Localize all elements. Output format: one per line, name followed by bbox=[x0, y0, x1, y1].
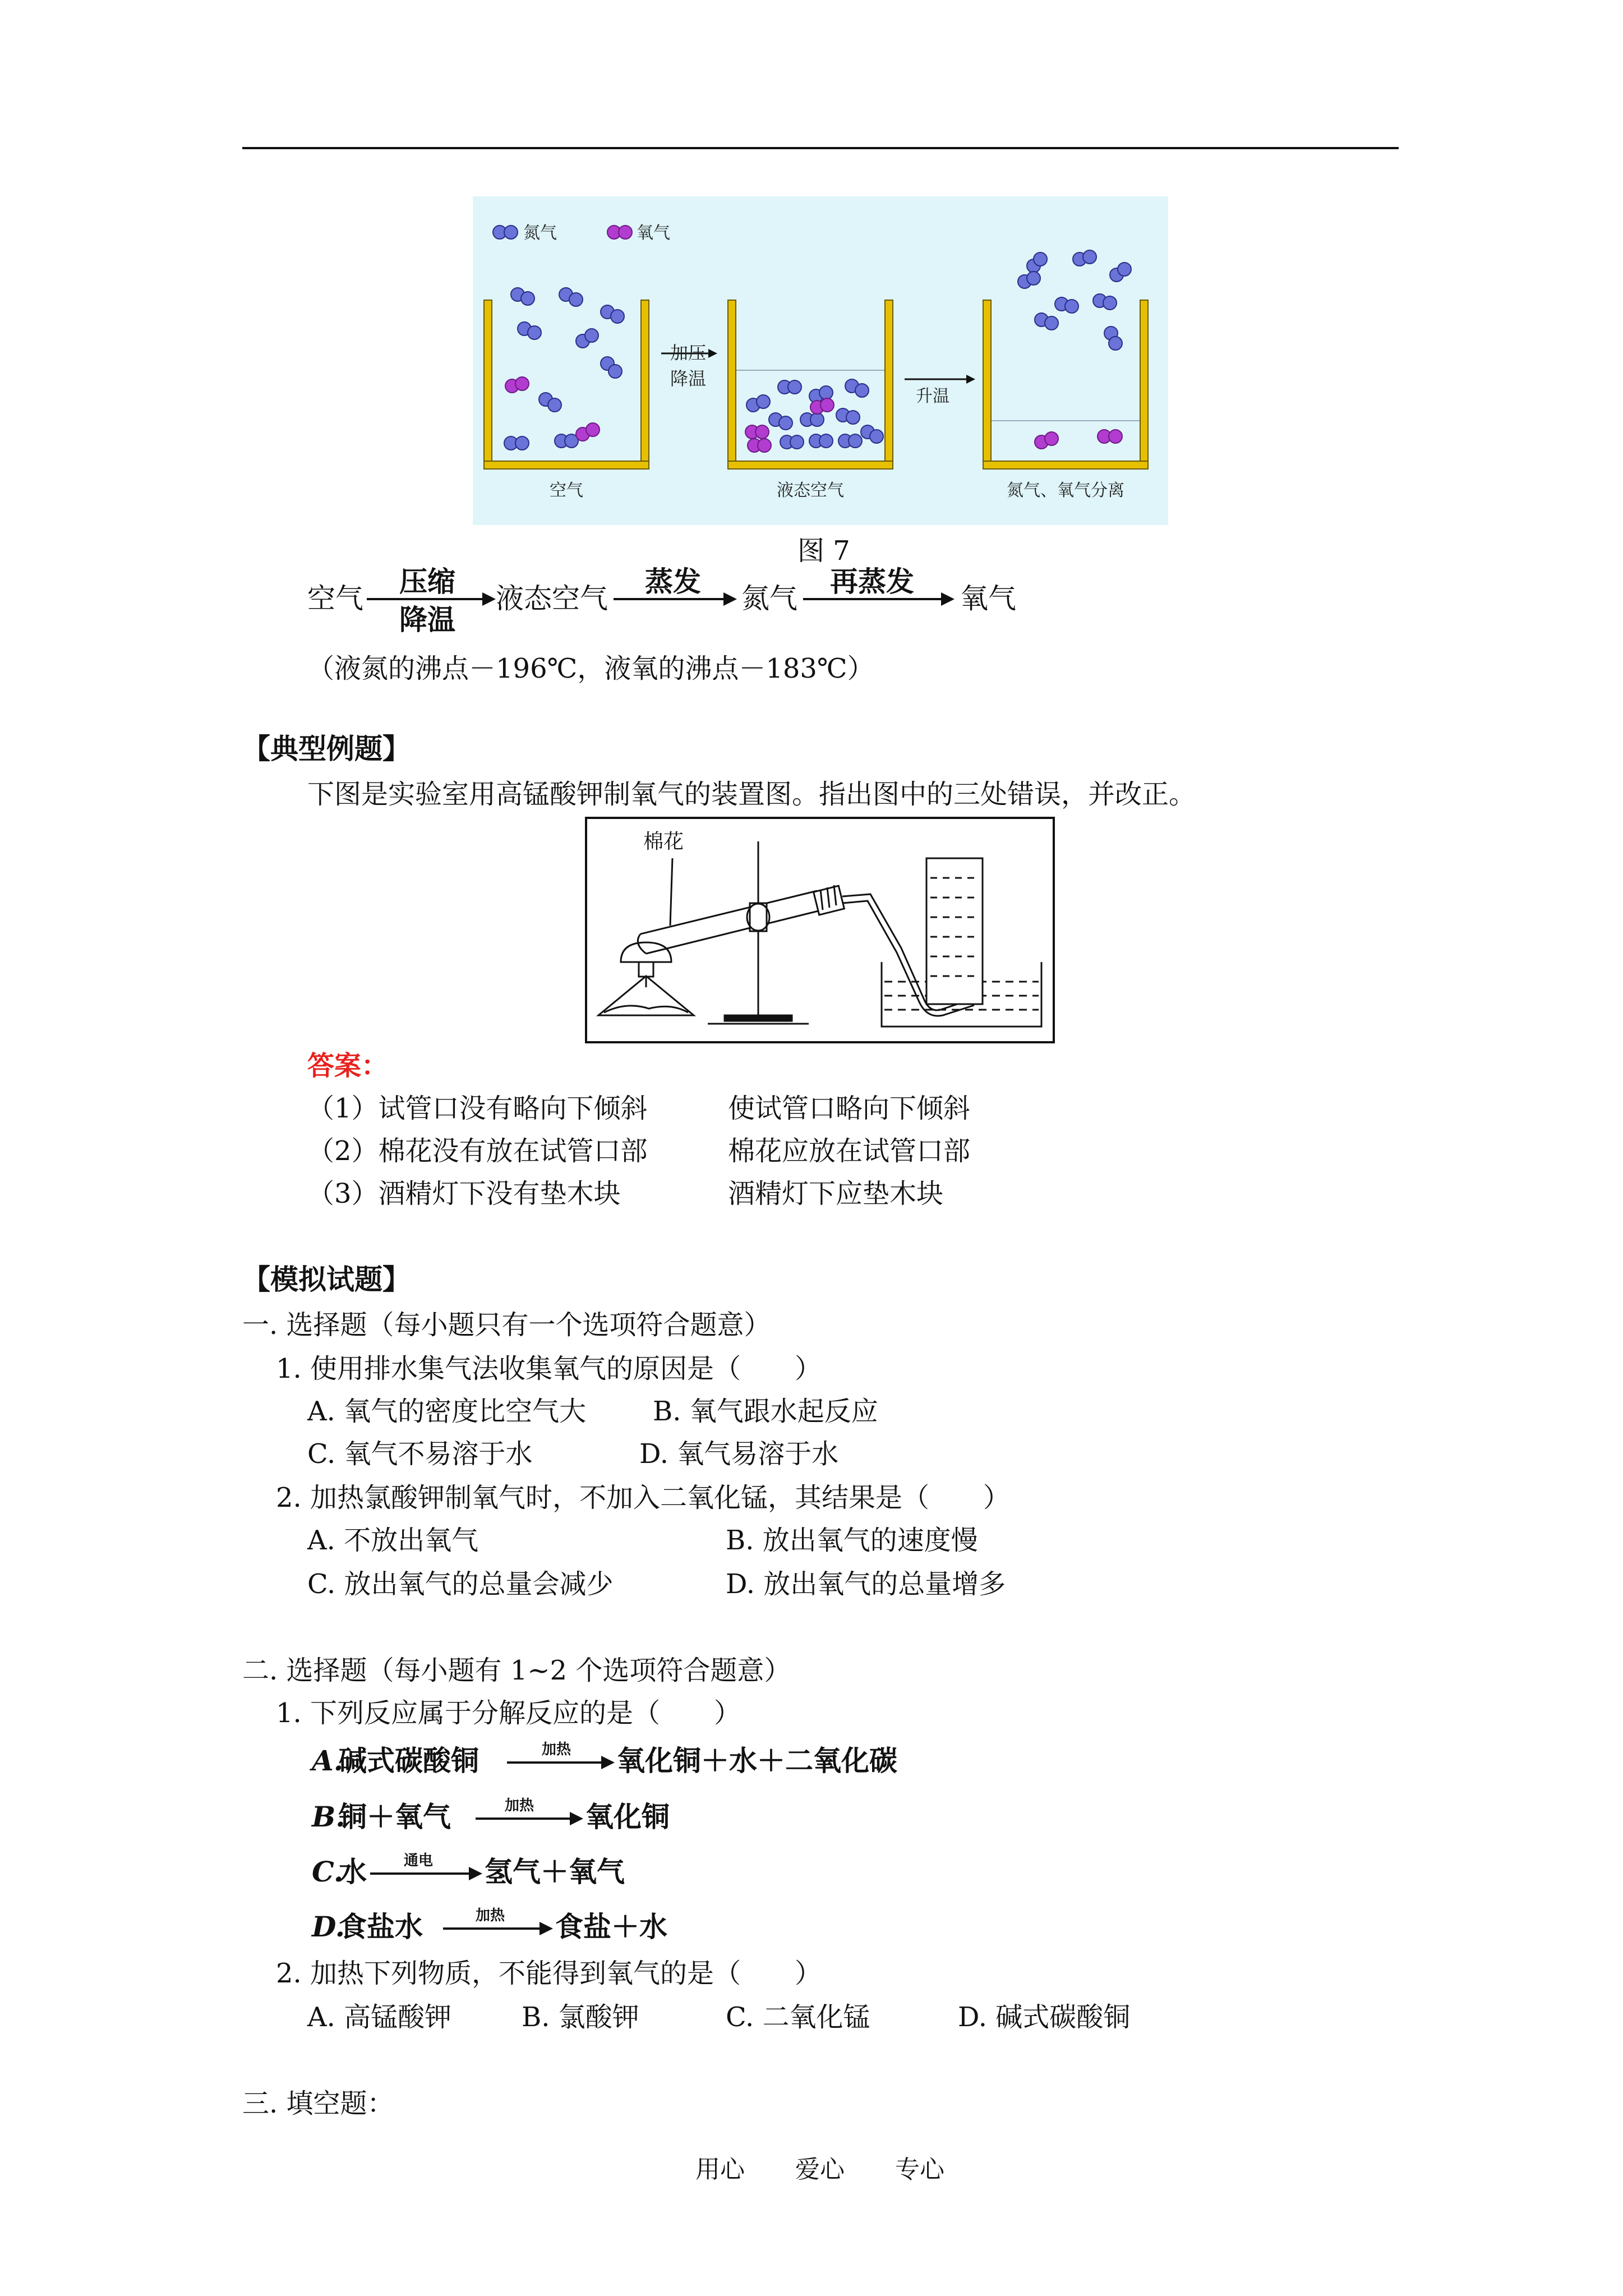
answer-fix-1: 使试管口略向下倾斜 bbox=[728, 1093, 971, 1124]
s2-q1-option-b-right: 氧化铜 bbox=[585, 1800, 670, 1833]
answer-fix-3: 酒精灯下应垫木块 bbox=[728, 1178, 944, 1209]
footer-text-3: 专心 bbox=[895, 2155, 944, 2184]
s2-q1-option-a-letter: A. bbox=[312, 1744, 344, 1777]
figure-oxygen-apparatus bbox=[585, 817, 1055, 1043]
s2-q1-option-d-left: 食盐水 bbox=[339, 1910, 423, 1943]
process-arrow-3 bbox=[803, 598, 943, 600]
process-arrow-1 bbox=[367, 598, 485, 600]
s2-q1-option-d-arrow bbox=[443, 1927, 542, 1930]
s2-q1-option-c-cond: 通电 bbox=[404, 1852, 434, 1869]
s1-q2-option-a: A. 不放出氧气 bbox=[307, 1525, 479, 1556]
s2-q1-option-b-left: 铜＋氧气 bbox=[339, 1800, 451, 1833]
air-separation-diagram bbox=[473, 196, 1168, 525]
s1-q2-option-b: B. 放出氧气的速度慢 bbox=[726, 1525, 978, 1556]
collecting-bottle bbox=[926, 858, 983, 1004]
s2-q1-option-a-cond: 加热 bbox=[542, 1741, 571, 1758]
beaker-liquid-label: 液态空气 bbox=[777, 481, 844, 500]
boiling-point-note: （液氮的沸点－196℃，液氧的沸点－183℃） bbox=[307, 653, 874, 684]
answer-label: 答案： bbox=[307, 1050, 389, 1082]
step-label-1b: 降温 bbox=[670, 368, 707, 389]
s2-q1-option-d-right: 食盐＋水 bbox=[555, 1910, 667, 1943]
legend-oxygen-label: 氧气 bbox=[637, 223, 670, 243]
footer-text-2: 爱心 bbox=[795, 2155, 845, 2184]
process-arrow2-top: 蒸发 bbox=[645, 565, 701, 598]
s1-q2-option-c: C. 放出氧气的总量会减少 bbox=[307, 1568, 614, 1600]
answer-fix-2: 棉花应放在试管口部 bbox=[728, 1135, 971, 1167]
answer-error-1: （1）试管口没有略向下倾斜 bbox=[307, 1093, 648, 1124]
s2-q2-option-c: C. 二氧化锰 bbox=[726, 2001, 870, 2033]
s1-q1-option-b: B. 氧气跟水起反应 bbox=[653, 1396, 878, 1427]
beaker-separated bbox=[983, 300, 1148, 469]
process-arrow1-top: 压缩 bbox=[399, 565, 455, 598]
process-mid2: 氮气 bbox=[741, 582, 797, 615]
figure-air-separation bbox=[473, 196, 1168, 525]
process-mid1: 液态空气 bbox=[496, 582, 608, 615]
test-tube bbox=[638, 885, 844, 954]
molecules-air bbox=[504, 288, 624, 450]
oxygen-apparatus-diagram bbox=[587, 819, 1053, 1041]
s2-q1-option-c-letter: C. bbox=[312, 1855, 344, 1888]
step-label-1a: 加压 bbox=[670, 342, 707, 364]
s2-q2-option-a: A. 高锰酸钾 bbox=[307, 2001, 452, 2033]
legend-nitrogen-icon bbox=[493, 226, 518, 239]
process-start: 空气 bbox=[307, 582, 363, 615]
answer-error-2: （2）棉花没有放在试管口部 bbox=[307, 1135, 648, 1167]
s2-q1: 1. 下列反应属于分解反应的是（ ） bbox=[276, 1697, 741, 1729]
header-rule bbox=[242, 147, 1399, 149]
process-end: 氧气 bbox=[960, 582, 1016, 615]
s2-q1-option-b-cond: 加热 bbox=[505, 1797, 534, 1814]
s2-q1-option-c-right: 氢气＋氧气 bbox=[485, 1855, 625, 1888]
stand-base bbox=[725, 1015, 792, 1021]
s2-q1-option-b-letter: B. bbox=[312, 1800, 345, 1833]
legend-oxygen-icon bbox=[607, 226, 632, 239]
s1-q2-option-d: D. 放出氧气的总量增多 bbox=[726, 1568, 1006, 1600]
s2-q1-option-d-cond: 加热 bbox=[476, 1907, 505, 1924]
process-arrow3-top: 再蒸发 bbox=[830, 565, 914, 598]
section2-title: 二. 选择题（每小题有 1~2 个选项符合题意） bbox=[242, 1655, 791, 1686]
section3-title: 三. 填空题： bbox=[242, 2088, 394, 2119]
s2-q2-option-b: B. 氯酸钾 bbox=[522, 2001, 639, 2033]
beaker-separated-label: 氮气、氧气分离 bbox=[1007, 481, 1124, 500]
section1-title: 一. 选择题（每小题只有一个选项符合题意） bbox=[242, 1309, 771, 1341]
step-label-2: 升温 bbox=[916, 386, 949, 406]
process-arrow-2 bbox=[614, 598, 726, 600]
s2-q1-option-a-left: 碱式碳酸铜 bbox=[339, 1744, 479, 1777]
s1-q1-option-a: A. 氧气的密度比空气大 bbox=[307, 1396, 587, 1427]
molecules-separated bbox=[1018, 250, 1131, 449]
s1-q2: 2. 加热氯酸钾制氧气时，不加入二氧化锰，其结果是（ ） bbox=[276, 1482, 1011, 1513]
legend-nitrogen-label: 氮气 bbox=[523, 223, 557, 243]
cotton-label: 棉花 bbox=[643, 830, 684, 853]
s2-q1-option-a-arrow bbox=[507, 1761, 603, 1764]
molecules-liquid-air bbox=[745, 379, 883, 452]
footer-text-1: 用心 bbox=[695, 2155, 745, 2184]
s2-q2: 2. 加热下列物质，不能得到氧气的是（ ） bbox=[276, 1958, 822, 1989]
s2-q1-option-a-right: 氧化铜＋水＋二氧化碳 bbox=[617, 1744, 897, 1777]
simulation-heading: 【模拟试题】 bbox=[242, 1263, 411, 1296]
figure-caption: 图 7 bbox=[797, 535, 850, 567]
s2-q1-option-c-arrow bbox=[370, 1872, 471, 1875]
answer-error-3: （3）酒精灯下没有垫木块 bbox=[307, 1178, 621, 1209]
s2-q2-option-d: D. 碱式碳酸铜 bbox=[958, 2001, 1131, 2033]
beaker-air-label: 空气 bbox=[550, 481, 583, 500]
s1-q1-option-c: C. 氧气不易溶于水 bbox=[307, 1438, 533, 1470]
s1-q1: 1. 使用排水集气法收集氧气的原因是（ ） bbox=[276, 1353, 822, 1384]
s2-q1-option-d-letter: D. bbox=[312, 1910, 345, 1943]
process-arrow1-bottom: 降温 bbox=[399, 603, 455, 636]
s1-q1-option-d: D. 氧气易溶于水 bbox=[639, 1438, 839, 1470]
s2-q1-option-c-left: 水 bbox=[339, 1855, 367, 1888]
s2-q1-option-b-arrow bbox=[476, 1818, 572, 1820]
example-question: 下图是实验室用高锰酸钾制氧气的装置图。指出图中的三处错误，并改正。 bbox=[307, 779, 1196, 810]
example-heading: 【典型例题】 bbox=[242, 732, 411, 765]
